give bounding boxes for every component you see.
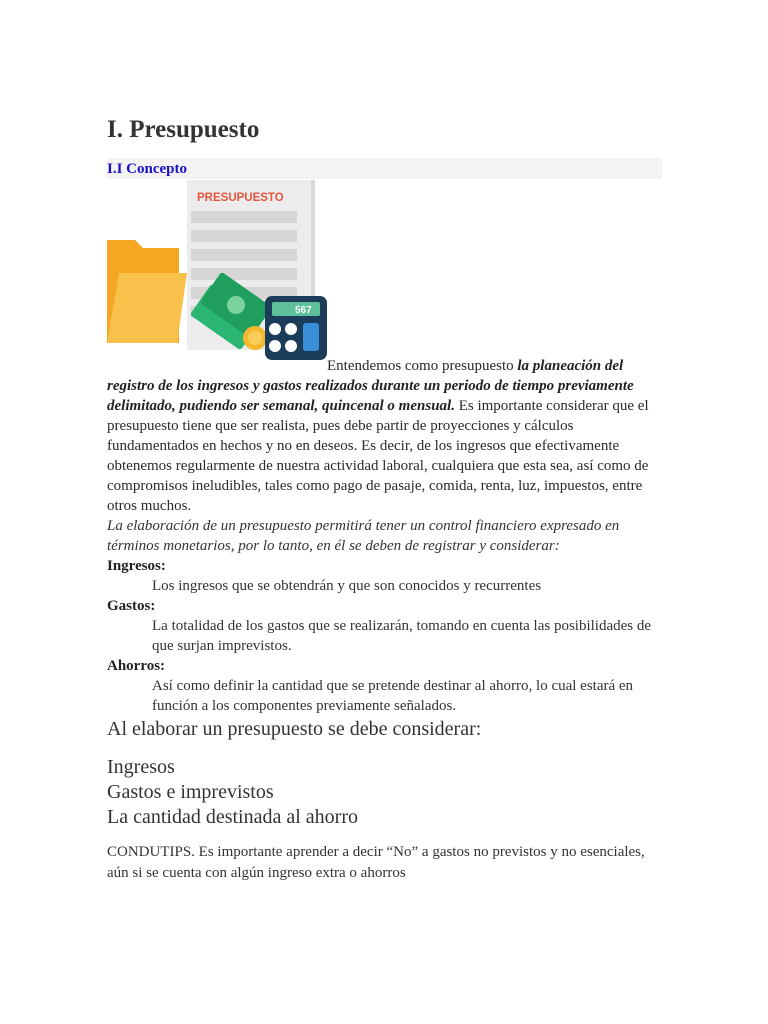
calculator-icon	[265, 296, 327, 360]
definition-text-ahorros: Así como definir la cantidad que se pretende destinar al ahorro, lo cual estará en función a los componentes previamente señalados.	[152, 678, 634, 714]
consider-item: Gastos e imprevistos	[107, 781, 274, 803]
definition-term-gastos: Gastos:	[107, 598, 156, 614]
italic-paragraph: La elaboración de un presupuesto permitirá tener un control financiero expresado en términos monetarios, por lo tanto, en él se deben de registrar y considerar:	[107, 518, 620, 554]
condutips-paragraph: CONDUTIPS. Es importante aprender a decir “No” a gastos no previstos y no esenciales, aún si se cuenta con algún ingreso extra o ahorros	[107, 844, 645, 881]
document-body	[107, 356, 662, 884]
intro-lead: Entendemos como presupuesto	[327, 358, 518, 374]
section-heading-bar	[107, 158, 662, 179]
definition-text-ingresos: Los ingresos que se obtendrán y que son conocidos y recurrentes	[152, 578, 542, 594]
consider-item: Ingresos	[107, 756, 175, 778]
calculator-display: 567	[295, 305, 312, 316]
definition-text-gastos: La totalidad de los gastos que se realizarán, tomando en cuenta las posibilidades de que surjan imprevistos.	[152, 618, 652, 654]
budget-illustration	[107, 178, 329, 368]
definition-term-ingresos: Ingresos:	[107, 558, 166, 574]
definition-term-ahorros: Ahorros:	[107, 658, 166, 674]
page-title: I. Presupuesto	[107, 116, 260, 143]
intro-rest: Es importante considerar que el presupuesto tiene que ser realista, pues debe partir de proyecciones y cálculos fundamentados en hechos y no en deseos. Es decir, de los ingresos que efectivamente obtenemos regularmente de nuestra actividad laboral, cualquiera que esta sea, así como de compromisos ineludibles, tales como pago de pasaje, comida, renta, luz, impuestos, entre otros muchos.	[107, 398, 649, 514]
presupuesto-label: PRESUPUESTO	[197, 192, 284, 204]
section-heading[interactable]: I.I Concepto	[107, 161, 188, 177]
consider-item: La cantidad destinada al ahorro	[107, 806, 358, 828]
intro-paragraph	[107, 356, 662, 516]
consider-heading: Al elaborar un presupuesto se debe considerar:	[107, 718, 482, 740]
intro-emphasis: la planeación del registro de los ingresos y gastos realizados durante un periodo de tiempo previamente delimitado, pudiendo ser semanal, quincenal o mensual.	[107, 358, 634, 414]
